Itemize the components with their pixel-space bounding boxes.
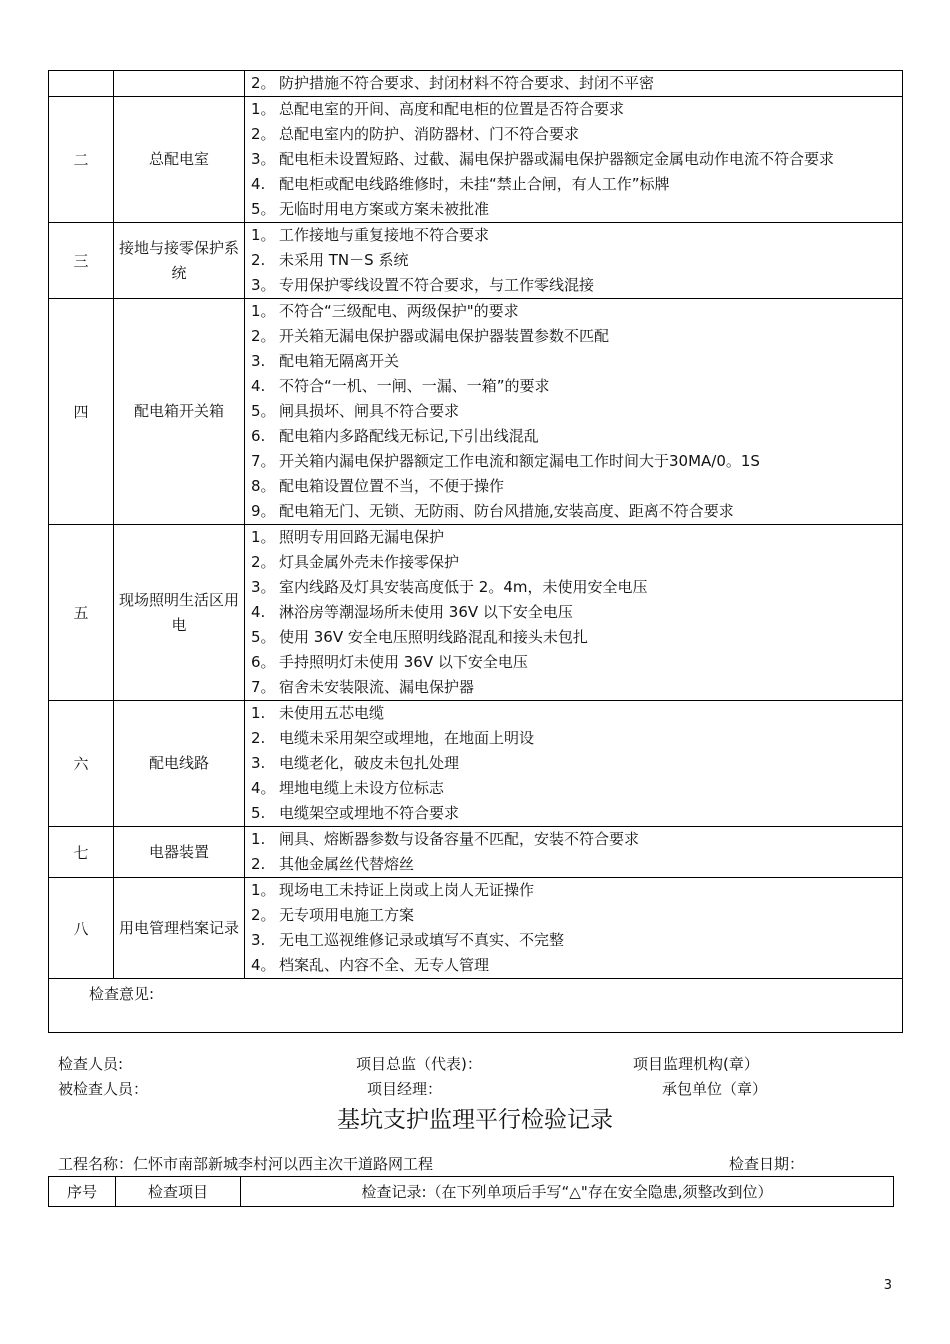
check-item-text: 工作接地与重复接地不符合要求 bbox=[279, 226, 490, 244]
contractor-label: 承包单位（章） bbox=[662, 1080, 768, 1098]
inspector-label: 检查人员: bbox=[58, 1055, 124, 1073]
table-row bbox=[49, 223, 903, 299]
check-item bbox=[251, 751, 898, 776]
header-item: 检查项目 bbox=[116, 1177, 241, 1207]
check-item-number: 2。 bbox=[251, 74, 276, 92]
check-item bbox=[251, 525, 898, 550]
check-item bbox=[251, 650, 898, 675]
check-item-number: 4。 bbox=[251, 779, 276, 797]
check-item-text: 未采用 TN－S 系统 bbox=[279, 251, 409, 269]
check-item-number: 3. bbox=[251, 754, 266, 772]
check-item-number: 1. bbox=[251, 704, 266, 722]
check-item-number: 3。 bbox=[251, 578, 276, 596]
check-item bbox=[251, 903, 898, 928]
check-item-text: 室内线路及灯具安装高度低于 2。4m，未使用安全电压 bbox=[279, 578, 648, 596]
supervision-org-label: 项目监理机构(章） bbox=[633, 1055, 759, 1073]
row-items bbox=[245, 525, 903, 701]
check-item bbox=[251, 97, 898, 122]
check-item-number: 1. bbox=[251, 830, 266, 848]
check-item-text: 其他金属丝代替熔丝 bbox=[279, 855, 415, 873]
check-item-text: 开关箱内漏电保护器额定工作电流和额定漏电工作时间大于30MA/0。1S bbox=[279, 452, 760, 470]
check-item-number: 3。 bbox=[251, 276, 276, 294]
check-item-text: 埋地电缆上未设方位标志 bbox=[279, 779, 445, 797]
check-item-text: 不符合“三级配电、两级保护"的要求 bbox=[279, 302, 519, 320]
row-items bbox=[245, 701, 903, 827]
row-number: 五 bbox=[49, 525, 114, 701]
page-number: 3 bbox=[883, 1278, 892, 1293]
check-item bbox=[251, 726, 898, 751]
row-number: 六 bbox=[49, 701, 114, 827]
check-item-text: 宿舍未安装限流、漏电保护器 bbox=[279, 678, 475, 696]
check-item-text: 现场电工未持证上岗或上岗人无证操作 bbox=[279, 881, 535, 899]
check-item-number: 2。 bbox=[251, 125, 276, 143]
check-item-text: 配电箱无隔离开关 bbox=[279, 352, 400, 370]
check-item bbox=[251, 299, 898, 324]
table-row bbox=[49, 299, 903, 525]
check-item-text: 专用保护零线设置不符合要求，与工作零线混接 bbox=[279, 276, 595, 294]
check-item-number: 3。 bbox=[251, 150, 276, 168]
row-category: 现场照明生活区用电 bbox=[114, 525, 245, 701]
check-item-text: 总配电室的开间、高度和配电柜的位置是否符合要求 bbox=[279, 100, 625, 118]
opinion-row bbox=[49, 979, 903, 1033]
table-row bbox=[49, 525, 903, 701]
check-item bbox=[251, 600, 898, 625]
row-category: 电器装置 bbox=[114, 827, 245, 878]
check-item-text: 照明专用回路无漏电保护 bbox=[279, 528, 445, 546]
check-item-text: 闸具、熔断器参数与设备容量不匹配，安装不符合要求 bbox=[279, 830, 640, 848]
check-item bbox=[251, 197, 898, 222]
inspected-label: 被检查人员： bbox=[58, 1080, 149, 1098]
check-item bbox=[251, 449, 898, 474]
table-row bbox=[49, 97, 903, 223]
check-item-text: 手持照明灯未使用 36V 以下安全电压 bbox=[279, 653, 528, 671]
opinion-cell bbox=[49, 979, 903, 1033]
check-item-text: 配电柜未设置短路、过截、漏电保护器或漏电保护器额定金属电动作电流不符合要求 bbox=[279, 150, 835, 168]
opinion-label: 检查意见: bbox=[89, 985, 155, 1003]
row-category bbox=[114, 71, 245, 97]
check-item bbox=[251, 801, 898, 826]
check-item-text: 使用 36V 安全电压照明线路混乱和接头未包扎 bbox=[279, 628, 588, 646]
project-name: 工程名称：仁怀市南部新城李村河以西主次干道路网工程 bbox=[58, 1155, 434, 1173]
check-item bbox=[251, 625, 898, 650]
table-row bbox=[49, 701, 903, 827]
row-category: 用电管理档案记录 bbox=[114, 878, 245, 979]
check-item-text: 电缆未采用架空或埋地，在地面上明设 bbox=[279, 729, 535, 747]
check-item-number: 6. bbox=[251, 427, 266, 445]
check-item-text: 防护措施不符合要求、封闭材料不符合要求、封闭不平密 bbox=[279, 74, 655, 92]
row-category: 接地与接零保护系统 bbox=[114, 223, 245, 299]
check-item bbox=[251, 928, 898, 953]
check-item-text: 电缆老化，破皮未包扎处理 bbox=[279, 754, 460, 772]
check-item bbox=[251, 349, 898, 374]
check-item-number: 5。 bbox=[251, 402, 276, 420]
check-item-number: 4. bbox=[251, 175, 266, 193]
check-item-text: 未使用五芯电缆 bbox=[279, 704, 385, 722]
check-item bbox=[251, 273, 898, 298]
chief-supervisor-label: 项目总监（代表)： bbox=[356, 1055, 482, 1073]
check-item-number: 2. bbox=[251, 251, 266, 269]
check-item-text: 开关箱无漏电保护器或漏电保护器装置参数不匹配 bbox=[279, 327, 610, 345]
check-item bbox=[251, 575, 898, 600]
check-item bbox=[251, 701, 898, 726]
check-item bbox=[251, 675, 898, 700]
check-item-text: 无临时用电方案或方案未被批准 bbox=[279, 200, 490, 218]
check-item bbox=[251, 223, 898, 248]
check-item-number: 7。 bbox=[251, 678, 276, 696]
check-item-number: 5。 bbox=[251, 628, 276, 646]
row-items bbox=[245, 299, 903, 525]
check-item bbox=[251, 776, 898, 801]
check-item bbox=[251, 172, 898, 197]
check-item bbox=[251, 399, 898, 424]
check-item bbox=[251, 878, 898, 903]
check-item-number: 4. bbox=[251, 603, 266, 621]
check-item-text: 档案乱、内容不全、无专人管理 bbox=[279, 956, 490, 974]
inspection-date-label: 检查日期： bbox=[729, 1155, 805, 1173]
check-item-text: 配电箱无门、无锁、无防雨、防台风措施,安装高度、距离不符合要求 bbox=[279, 502, 734, 520]
check-item-number: 1。 bbox=[251, 100, 276, 118]
check-item bbox=[251, 424, 898, 449]
row-number: 八 bbox=[49, 878, 114, 979]
check-item-number: 7。 bbox=[251, 452, 276, 470]
project-manager-label: 项目经理： bbox=[367, 1080, 443, 1098]
header-seq: 序号 bbox=[49, 1177, 116, 1207]
check-item-number: 2. bbox=[251, 855, 266, 873]
check-item-number: 2。 bbox=[251, 906, 276, 924]
check-item bbox=[251, 122, 898, 147]
check-item-text: 配电箱内多路配线无标记,下引出线混乱 bbox=[279, 427, 539, 445]
check-item-text: 配电柜或配电线路维修时，未挂“禁止合闸，有人工作”标牌 bbox=[279, 175, 670, 193]
check-item-number: 2. bbox=[251, 729, 266, 747]
check-item-text: 不符合“一机、一闸、一漏、一箱”的要求 bbox=[279, 377, 550, 395]
check-item-number: 9。 bbox=[251, 502, 276, 520]
next-table-header bbox=[48, 1176, 894, 1207]
check-item-number: 4。 bbox=[251, 956, 276, 974]
row-number: 七 bbox=[49, 827, 114, 878]
check-item-text: 总配电室内的防护、消防器材、门不符合要求 bbox=[279, 125, 580, 143]
row-number: 三 bbox=[49, 223, 114, 299]
check-item-text: 配电箱设置位置不当，不便于操作 bbox=[279, 477, 505, 495]
check-item-number: 1。 bbox=[251, 226, 276, 244]
table-row bbox=[49, 878, 903, 979]
check-item bbox=[251, 953, 898, 978]
row-items bbox=[245, 223, 903, 299]
check-item-number: 3. bbox=[251, 352, 266, 370]
check-item bbox=[251, 248, 898, 273]
check-item bbox=[251, 147, 898, 172]
row-category: 配电线路 bbox=[114, 701, 245, 827]
row-category: 总配电室 bbox=[114, 97, 245, 223]
row-items bbox=[245, 97, 903, 223]
row-number: 二 bbox=[49, 97, 114, 223]
check-item bbox=[251, 499, 898, 524]
check-item-text: 电缆架空或埋地不符合要求 bbox=[279, 804, 460, 822]
check-item-text: 淋浴房等潮湿场所未使用 36V 以下安全电压 bbox=[279, 603, 573, 621]
check-item-number: 1。 bbox=[251, 528, 276, 546]
check-item-text: 灯具金属外壳未作接零保护 bbox=[279, 553, 460, 571]
check-item-number: 2。 bbox=[251, 553, 276, 571]
check-item-number: 1。 bbox=[251, 302, 276, 320]
check-item bbox=[251, 550, 898, 575]
check-item-number: 8。 bbox=[251, 477, 276, 495]
check-item bbox=[251, 71, 898, 96]
check-item-text: 无电工巡视维修记录或填写不真实、不完整 bbox=[279, 931, 565, 949]
check-item-text: 闸具损坏、闸具不符合要求 bbox=[279, 402, 460, 420]
check-item-number: 5。 bbox=[251, 200, 276, 218]
check-item-number: 1。 bbox=[251, 881, 276, 899]
check-item-number: 4. bbox=[251, 377, 266, 395]
check-item-text: 无专项用电施工方案 bbox=[279, 906, 415, 924]
row-number: 四 bbox=[49, 299, 114, 525]
header-record: 检查记录:（在下列单项后手写“△"存在安全隐患,须整改到位） bbox=[241, 1177, 894, 1207]
check-item bbox=[251, 827, 898, 852]
check-item bbox=[251, 474, 898, 499]
header-row bbox=[49, 1177, 894, 1207]
row-items bbox=[245, 71, 903, 97]
check-item-number: 5. bbox=[251, 804, 266, 822]
inspection-table bbox=[48, 70, 903, 1033]
check-item-number: 6。 bbox=[251, 653, 276, 671]
check-item bbox=[251, 374, 898, 399]
check-item-number: 3. bbox=[251, 931, 266, 949]
table-row bbox=[49, 71, 903, 97]
document-title: 基坑支护监理平行检验记录 bbox=[337, 1107, 613, 1133]
row-items bbox=[245, 878, 903, 979]
row-items bbox=[245, 827, 903, 878]
check-item bbox=[251, 324, 898, 349]
table-row bbox=[49, 827, 903, 878]
check-item bbox=[251, 852, 898, 877]
row-number bbox=[49, 71, 114, 97]
row-category: 配电箱开关箱 bbox=[114, 299, 245, 525]
check-item-number: 2。 bbox=[251, 327, 276, 345]
